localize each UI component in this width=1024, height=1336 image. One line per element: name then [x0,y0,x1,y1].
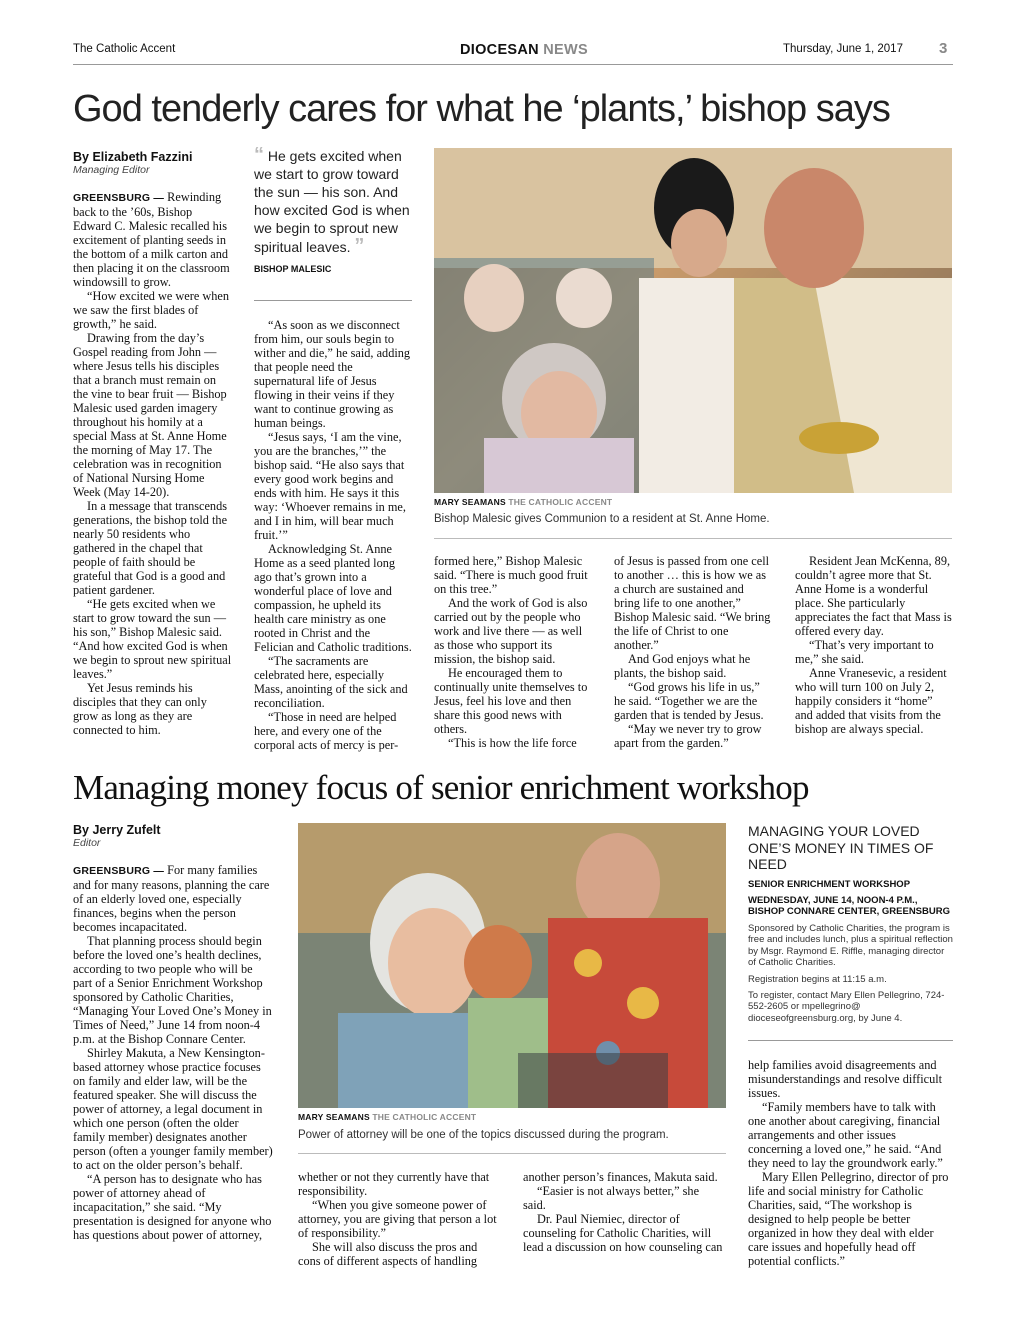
story1-paragraph: “That’s very important to me,” she said. [795,638,934,666]
story1-paragraph: GREENSBURG — Rewinding back to the ’60s, Bishop Edward C. Malesic recalled his excitement of planting seeds in the bottom of a milk carton and then placing it on the classroom windowsill to grow. [73,190,230,289]
story2-column-2 [298,1170,498,1268]
workshop-info-box [748,823,953,1024]
story1-paragraph: And God enjoys what he plants, the bishop said. [614,652,751,680]
story1-paragraph: of Jesus is passed from one cell to another … this is how we as a church are sustained and bring life to one another,” Bishop Malesic said. “We bring the life of Christ to one another.” [614,554,771,652]
story1-column-4 [614,554,772,750]
story1-paragraph: Anne Vranesevic, a resident who will turn 100 on July 2, happily considers it “home” and added that visits from the bishop are always special. [795,666,947,736]
info-box-title: MANAGING YOUR LOVED ONE’S MONEY IN TIMES OF NEED [748,823,934,872]
info-box-registration: Registration begins at 11:15 a.m. [748,973,887,985]
story1-paragraph: “As soon as we disconnect from him, our souls begin to wither and die,” he said, adding that people need the supernatural life of Jesus flowing in their veins if they want to continue growing as human beings. [254,318,411,430]
story2-paragraph: “Easier is not always better,” she said. [523,1184,700,1212]
story1-col1-text [73,190,233,737]
story1-headline: God tenderly cares for what he ‘plants,’ bishop says [73,88,890,130]
info-box-rule [748,1040,953,1041]
story2-column-3 [523,1170,723,1254]
issue-date: Thursday, June 1, 2017 [783,43,903,55]
story2-paragraph: whether or not they currently have that responsibility. [298,1170,490,1198]
story2-column-1 [73,823,273,1242]
story2-paragraph: She will also discuss the pros and cons of different aspects of handling [298,1240,478,1268]
story2-photo-credit: MARY SEAMANS THE CATHOLIC ACCENT [298,1112,477,1122]
story1-pullquote [254,146,412,274]
caption-rule [434,538,952,539]
story1-byline-role: Managing Editor [73,164,150,176]
pullquote-attribution: BISHOP MALESIC [254,264,332,274]
story1-paragraph: “This is how the life force [448,736,577,750]
story1-photo-credit: MARY SEAMANS THE CATHOLIC ACCENT [434,497,613,507]
section-title-part2: NEWS [543,42,588,58]
story1-paragraph: Yet Jesus reminds his disciples that they can only grow as long as they are connected to him. [73,681,207,737]
story1-column-2 [254,318,412,752]
story1-paragraph: Resident Jean McKenna, 89, couldn’t agree more that St. Anne Home is a wonderful place. She particularly appreciates the fact that Mass is offered every day. [795,554,952,638]
story1-paragraph: And the work of God is also carried out by the people who work and live there — as well as those who support its mission, the bishop said. [434,596,588,666]
story2-paragraph: Shirley Makuta, a New Kensington-based attorney whose practice focuses on family and elder law, will be the featured speaker. She will discuss the power of attorney, a legal document in which one person (often the older family member) designates another person (often a younger family member) to act on the older person’s behalf. [73,1046,273,1172]
story1-column-3 [434,554,592,750]
story1-paragraph: Drawing from the day’s Gospel reading from John — where Jesus tells his disciples that a branch must remain on the vine to bear fruit — Bishop Malesic used garden imagery throughout his homily at a special Mass at St. Anne Home the morning of May 17. The celebration was in recognition of National Nursing Home Week (May 14-20). [73,331,227,499]
close-quote-icon: ” [354,235,365,257]
story1-paragraph: “Those in need are helped here, and every one of the corporal acts of mercy is per- [254,710,399,752]
story2-col1-text [73,863,273,1242]
story1-paragraph: “Jesus says, ‘I am the vine, you are the branches,’” the bishop said. “He also says that every good work begins and ends with him. He says it this way: ‘Whoever remains in me, and I in him, will bear much fruit.’” [254,430,406,542]
story1-paragraph: “How excited we were when we saw the first blades of growth,” he said. [73,289,230,331]
story1-photo [434,148,952,493]
section-title [460,42,588,58]
story2-byline: By Jerry Zufelt [73,823,161,837]
story1-paragraph: formed here,” Bishop Malesic said. “There is much good fruit on this tree.” [434,554,588,596]
info-box-contact: To register, contact Mary Ellen Pellegrino, 724-552-2605 or mpellegrino@ dioceseofgreensburg.org, by June 4. [748,989,945,1024]
open-quote-icon: “ [254,144,264,166]
story2-photo-caption: Power of attorney will be one of the topics discussed during the program. [298,1129,669,1141]
info-box-when-where: WEDNESDAY, JUNE 14, NOON-4 P.M., BISHOP CONNARE CENTER, GREENSBURG [748,894,950,917]
story1-column-1 [73,150,233,737]
story2-paragraph: “A person has to designate who has power of attorney ahead of incapacitation,” she said. “My presentation is designed for anyone who has questions about power of attorney, [73,1172,272,1242]
info-box-subtitle: SENIOR ENRICHMENT WORKSHOP [748,878,911,890]
story2-dateline: GREENSBURG — [73,865,165,877]
story1-paragraph: “God grows his life in us,” he said. “Together we are the garden that is tended by Jesus. [614,680,764,722]
story1-dateline: GREENSBURG — [73,192,165,204]
workshop-photo-illustration [298,823,726,1108]
info-box-sponsor: Sponsored by Catholic Charities, the program is free and includes lunch, plus a spiritual reflection by Msgr. Raymond E. Riffle, managing director of Catholic Charities. [748,922,953,968]
story2-paragraph: “When you give someone power of attorney, you are giving that person a lot of responsibility.” [298,1198,497,1240]
story2-paragraph: GREENSBURG — For many families and for many reasons, planning the care of an elderly loved one, especially finances, begins when the person becomes incapacitated. [73,863,270,934]
page-number: 3 [939,40,948,57]
communion-photo-illustration [434,148,952,493]
story2-paragraph: “Family members have to talk with one another about caregiving, financial arrangements and other issues concerning a loved one,” he said. “And they need to lay the groundwork early.” [748,1100,943,1170]
header-rule [73,64,953,65]
story1-paragraph: He encouraged them to continually unite themselves to Jesus, feel his love and then share this good news with others. [434,666,588,736]
story1-photo-caption: Bishop Malesic gives Communion to a resident at St. Anne Home. [434,513,770,525]
story2-photo [298,823,726,1108]
running-header [73,42,953,62]
story2-paragraph: Mary Ellen Pellegrino, director of pro life and social ministry for Catholic Charities, said, “The workshop is designed to help people be better organized in how they deal with elder care issues and hopefully head off potential conflicts.” [748,1170,949,1268]
story1-column-5 [795,554,953,736]
story1-paragraph: “May we never try to grow apart from the garden.” [614,722,762,750]
story1-paragraph: “He gets excited when we start to grow toward the sun — his son,” Bishop Malesic said. “And how excited God is when we begin to sprout new spiritual leaves.” [73,597,232,681]
story2-headline: Managing money focus of senior enrichment workshop [73,768,809,807]
section-title-part1: DIOCESAN [460,42,539,58]
caption-rule [298,1153,726,1154]
story1-paragraph: “The sacraments are celebrated here, especially Mass, anointing of the sick and reconciliation. [254,654,408,710]
story2-column-4 [748,1058,953,1268]
story2-paragraph: another person’s finances, Makuta said. [523,1170,718,1184]
publication-name: The Catholic Accent [73,43,176,55]
pullquote-text: “ He gets excited when we start to grow toward the sun — his son. And how excited God is when we begin to sprout new spiritual leaves. ” [254,144,410,257]
pullquote-rule [254,300,412,301]
story2-paragraph: That planning process should begin before the loved one’s health declines, according to two people who will be part of a Senior Enrichment Workshop sponsored by Catholic Charities, “Managing Your Loved One’s Money in Times of Need,” June 14 from noon-4 p.m. at the Bishop Connare Center. [73,934,272,1046]
story1-paragraph: Acknowledging St. Anne Home as a seed planted long ago that’s grown into a wonderful place of love and compassion, he upheld its health care ministry as one rooted in Christ and the Felician and Catholic traditions. [254,542,412,654]
story1-paragraph: In a message that transcends generations, the bishop told the nearly 50 residents who gathered in the chapel that people of faith should be grateful that God is a good and patient gardener. [73,499,228,597]
story2-byline-role: Editor [73,837,101,849]
story2-paragraph: Dr. Paul Niemiec, director of counseling for Catholic Charities, will lead a discussion on how counseling can [523,1212,723,1254]
story2-paragraph: help families avoid disagreements and misunderstandings and resolve difficult issues. [748,1058,943,1100]
story1-byline: By Elizabeth Fazzini [73,150,193,164]
